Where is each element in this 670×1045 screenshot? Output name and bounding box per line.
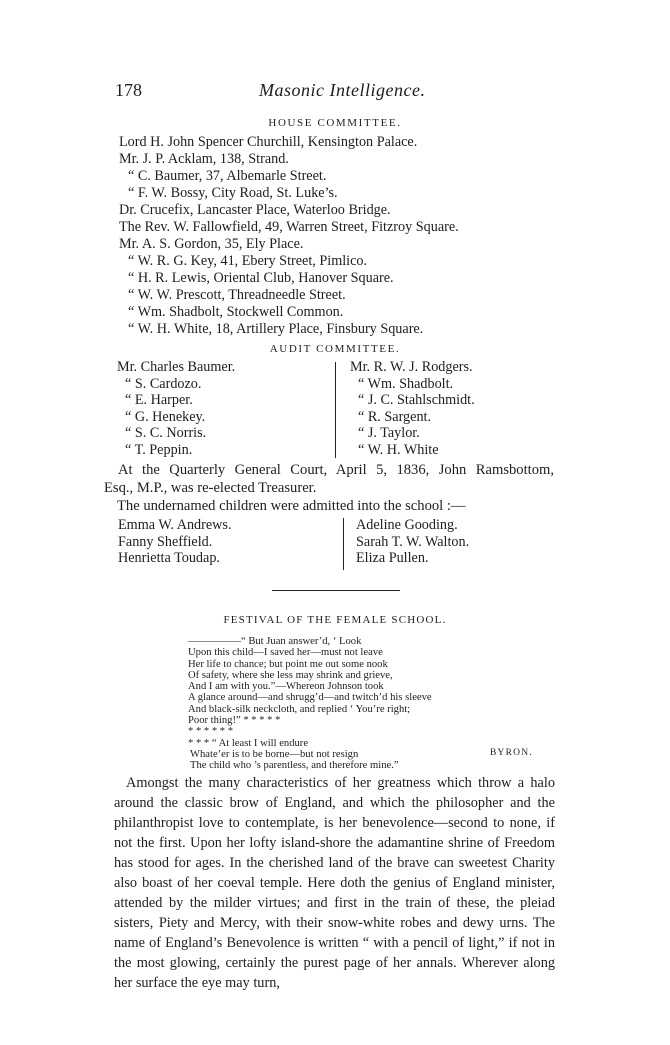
poem-line: Upon this child—I saved her—must not leave bbox=[188, 647, 383, 659]
child-name: Fanny Sheffield. bbox=[118, 533, 213, 550]
audit-member: “ G. Henekey. bbox=[125, 408, 206, 425]
audit-member: “ Wm. Shadbolt. bbox=[358, 375, 454, 392]
poem-line: Whate’er is to be borne—but not resign bbox=[190, 748, 359, 760]
house-member: Mr. A. S. Gordon, 35, Ely Place. bbox=[119, 236, 304, 252]
section-divider bbox=[272, 590, 400, 591]
house-member: The Rev. W. Fallowfield, 49, Warren Street, Fitzroy Square. bbox=[119, 219, 459, 235]
audit-member: Mr. Charles Baumer. bbox=[117, 359, 236, 375]
house-member: “ F. W. Bossy, City Road, St. Luke’s. bbox=[128, 185, 338, 201]
poem-attribution: BYRON. bbox=[490, 748, 533, 758]
audit-member: “ S. Cardozo. bbox=[125, 375, 202, 392]
poem-line: The child who ’s parentless, and therefore mine.” bbox=[190, 760, 399, 772]
audit-left-column bbox=[117, 359, 235, 458]
house-member: “ W. W. Prescott, Threadneedle Street. bbox=[128, 287, 346, 303]
house-member: Mr. J. P. Acklam, 138, Strand. bbox=[119, 151, 289, 167]
treasurer-line-2: Esq., M.P., was re-elected Treasurer. bbox=[104, 480, 317, 496]
poem-line: A glance around—and shrugg’d—and twitch’d his sleeve bbox=[188, 692, 432, 704]
byron-epigraph bbox=[188, 636, 432, 772]
house-committee-title: HOUSE COMMITTEE. bbox=[268, 117, 402, 129]
column-divider bbox=[343, 518, 344, 570]
audit-member: “ E. Harper. bbox=[125, 392, 193, 408]
children-right-column bbox=[356, 517, 469, 567]
poem-line: And black-silk neckcloth, and replied ‘ You’re right; bbox=[188, 703, 411, 715]
page-header bbox=[115, 80, 555, 102]
poem-line: —————“ But Juan answer’d, ‘ Look bbox=[188, 636, 362, 647]
poem-line: And I am with you.”—Whereon Johnson took bbox=[188, 681, 384, 693]
house-member: “ C. Baumer, 37, Albemarle Street. bbox=[128, 168, 327, 184]
running-title: Masonic Intelligence. bbox=[259, 80, 426, 100]
audit-committee-title: AUDIT COMMITTEE. bbox=[269, 343, 401, 355]
child-name: Henrietta Toudap. bbox=[118, 550, 220, 566]
audit-member: “ J. Taylor. bbox=[358, 425, 420, 441]
poem-line: Of safety, where she less may shrink and grieve, bbox=[188, 669, 393, 681]
child-name: Emma W. Andrews. bbox=[118, 517, 232, 533]
poem-line: * * * * * * bbox=[188, 726, 234, 738]
audit-member: “ T. Peppin. bbox=[125, 441, 193, 458]
child-name: Adeline Gooding. bbox=[356, 517, 458, 533]
audit-member: “ S. C. Norris. bbox=[125, 425, 207, 441]
child-name: Sarah T. W. Walton. bbox=[356, 533, 470, 550]
house-member: “ W. H. White, 18, Artillery Place, Finsbury Square. bbox=[128, 321, 424, 337]
house-member: Dr. Crucefix, Lancaster Place, Waterloo Bridge. bbox=[119, 202, 391, 218]
house-member: Lord H. John Spencer Churchill, Kensington Palace. bbox=[119, 134, 418, 150]
audit-member: “ R. Sargent. bbox=[358, 408, 432, 425]
house-member: “ W. R. G. Key, 41, Ebery Street, Pimlico. bbox=[128, 253, 368, 269]
audit-member: “ W. H. White bbox=[358, 441, 439, 458]
poem-line: Her life to chance; but point me out some nook bbox=[188, 658, 388, 670]
poem-line: * * * “ At least I will endure bbox=[188, 737, 309, 749]
page-number: 178 bbox=[115, 80, 142, 100]
house-member: “ Wm. Shadbolt, Stockwell Common. bbox=[128, 304, 344, 320]
poem-line: Poor thing!” * * * * * bbox=[188, 715, 281, 727]
children-left-column bbox=[118, 517, 232, 567]
treasurer-line-1: At the Quarterly General Court, April 5, 1836, John Ramsbottom, bbox=[118, 462, 554, 478]
festival-title: FESTIVAL OF THE FEMALE SCHOOL. bbox=[223, 614, 447, 626]
child-name: Eliza Pullen. bbox=[356, 550, 429, 566]
audit-member: Mr. R. W. J. Rodgers. bbox=[350, 359, 473, 375]
house-member: “ H. R. Lewis, Oriental Club, Hanover Square. bbox=[128, 270, 394, 286]
audit-right-column bbox=[350, 359, 475, 458]
children-intro: The undernamed children were admitted into the school :— bbox=[117, 498, 466, 514]
body-paragraph: Amongst the many characteristics of her greatness which throw a halo around the classic brow of England, and which the philosopher and the philanthropist love to contemplate, is her benevolence—second to none, if not the first. Upon her lofty island-shore the adamantine shrine of Freedom has stood for ages. In the cherished land of the brave can sweetest Charity also boast of her coeval temple. Here doth the genius of England minister, attended by the milder virtues; and first in the train of these, the pleiad sisters, Piety and Mercy, with their snow-white robes and dewy urns. The name of England’s Benevolence is written “ with a pencil of light,” if not in the most glowing, certainly the purest page of her annals. Wherever along her surface the eye may turn, bbox=[114, 775, 555, 991]
audit-member: “ J. C. Stahlschmidt. bbox=[358, 392, 475, 408]
column-divider bbox=[335, 362, 336, 458]
